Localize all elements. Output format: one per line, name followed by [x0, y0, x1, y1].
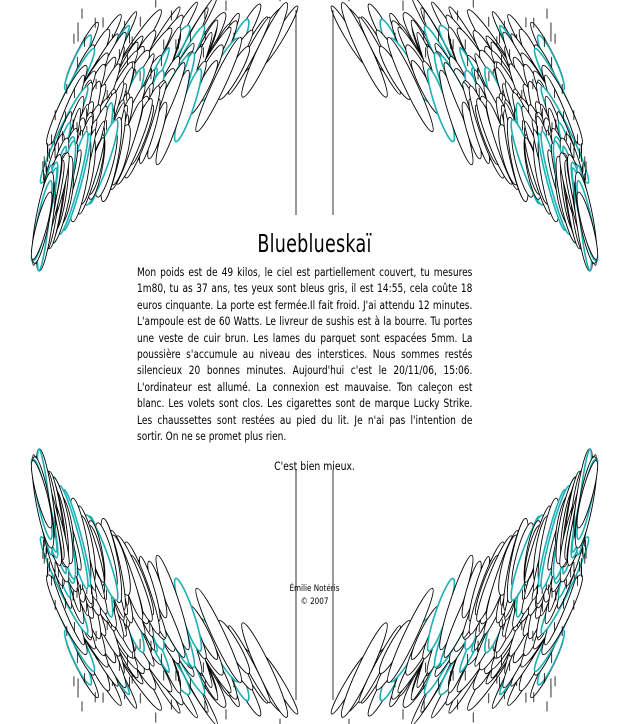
poem-body: [137, 264, 473, 444]
signature: [63, 583, 566, 609]
poem-title: Blueblueskaï: [257, 229, 372, 258]
poem-closing-line: C'est bien mieux.: [274, 459, 355, 473]
author-name: Émilie Notéris: [289, 584, 340, 594]
poem-text: Mon poids est de 49 kilos, le ciel est partiellement couvert, tu mesures 1m80, tu as 37 ans, tes yeux sont bleus gris, il est 14:55, cela coûte 18 euros cinquante. La porte est fermée.Il fait froid. J'ai attendu 12 minutes. L'ampoule est de 60 Watts. Le livreur de sushis est à la bourre. Tu portes une veste de cuir brun. Les lames du parquet sont espacées 5mm. La poussière s'accumule au niveau des interstices. Nous sommes restés silencieux 20 bonnes minutes. Aujourd'hui c'est le 20/11/06, 15:06. L'ordinateur est allumé. La connexion est mauvaise. Ton caleçon est blanc. Les volets sont clos. Les cigarettes sont de marque Lucky Strike. Les chaussettes sont restées au pied du lit. Je n'ai pas l'intention de sortir. On ne se promet plus rien.: [137, 265, 473, 444]
copyright-notice: © 2007: [300, 597, 329, 607]
